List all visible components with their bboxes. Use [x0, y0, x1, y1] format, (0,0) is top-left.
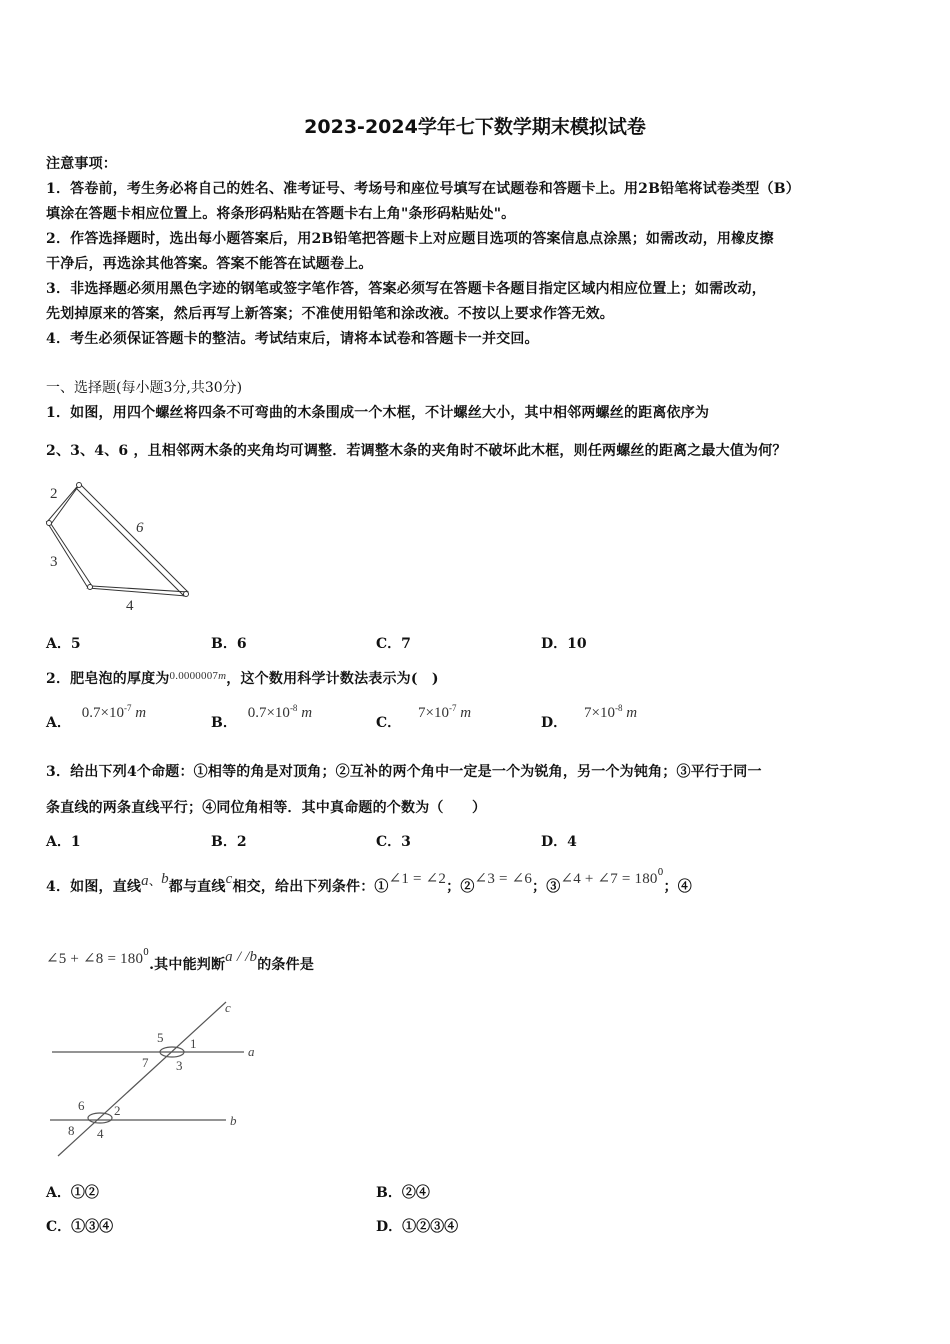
q1-option-d[interactable]: D．10: [541, 636, 587, 652]
q2-option-d[interactable]: D． $7\times 10^{-8}$ m: [541, 703, 638, 731]
page-title: 2023-2024学年七下数学期末模拟试卷: [304, 116, 646, 138]
q4-angle-2: 2: [114, 1103, 121, 1118]
q4-stem: ∠5 + ∠8 = $180^0$.其中能判断a / /b的条件是: [46, 948, 315, 973]
q4-angle-4: 4: [97, 1126, 104, 1141]
q2-option-b[interactable]: B． $0.7\times 10^{-8}$ m: [211, 703, 313, 731]
q1-label-4: 4: [126, 598, 134, 613]
q4-label-b: b: [230, 1113, 237, 1128]
q4-angle-6: 6: [78, 1098, 85, 1113]
q3-stem: 条直线的两条直线平行；④同位角相等．其中真命题的个数为（ ）: [46, 800, 487, 816]
q3-stem: 3．给出下列4个命题：①相等的角是对顶角；②互补的两个角中一定是一个为锐角，另一个为钝角；③平行于同一: [46, 764, 762, 780]
q1-label-3: 3: [50, 554, 58, 570]
q2-option-a[interactable]: A． $0.7\times 10^{-7}$ m: [46, 703, 147, 731]
notice-line: 填涂在答题卡相应位置上。将条形码粘贴在答题卡右上角"条形码粘贴处"。: [46, 206, 516, 222]
q4-option-a[interactable]: A．①②: [46, 1185, 99, 1201]
q2-stem: 2．肥皂泡的厚度为$^{0.0000007m}$，这个数用科学计数法表示为( ): [46, 670, 439, 687]
q4-option-c[interactable]: C．①③④: [46, 1219, 114, 1235]
q1-stem: 2、3、4、6 ，且相邻两木条的夹角均可调整．若调整木条的夹角时不破坏此木框，则任两螺丝的距离之最大值为何？: [46, 443, 787, 459]
notice-line: 4．考生必须保证答题卡的整洁。考试结束后，请将本试卷和答题卡一并交回。: [46, 331, 539, 347]
q4-label-a: a: [248, 1044, 255, 1059]
q1-label-6: 6: [136, 520, 144, 536]
q1-option-b[interactable]: B．6: [211, 636, 247, 652]
q4-angle-3: 3: [176, 1058, 183, 1073]
q4-angle-5: 5: [157, 1030, 164, 1045]
notice-line: 干净后，再选涂其他答案。答案不能答在试题卷上。: [46, 256, 373, 272]
q3-option-a[interactable]: A．1: [46, 834, 81, 850]
q4-option-d[interactable]: D．①②③④: [376, 1219, 459, 1235]
q3-option-c[interactable]: C．3: [376, 834, 411, 850]
section-heading: 一、选择题(每小题3分,共30分): [46, 380, 243, 396]
notice-line: 1．答卷前，考生务必将自己的姓名、准考证号、考场号和座位号填写在试题卷和答题卡上。用2B铅笔将试卷类型（B）: [46, 181, 800, 197]
q4-label-c: c: [225, 1000, 231, 1015]
q1-option-c[interactable]: C．7: [376, 636, 411, 652]
notice-line: 3．非选择题必须用黑色字迹的钢笔或签字笔作答，答案必须写在答题卡各题目指定区域内相应位置上；如需改动，: [46, 281, 766, 297]
q4-stem: 4．如图，直线a、b都与直线c相交，给出下列条件：①∠1 = ∠2；②∠3 = ∠6；③∠4 + ∠7 = $180^0$；④: [46, 868, 692, 895]
q4-angle-7: 7: [142, 1055, 149, 1070]
q3-option-b[interactable]: B．2: [211, 834, 247, 850]
notice-line: 2．作答选择题时，选出每小题答案后，用2B铅笔把答题卡上对应题目选项的答案信息点涂黑；如需改动，用橡皮擦: [46, 231, 774, 247]
q4-angle-8: 8: [68, 1123, 75, 1138]
notice-line: 先划掉原来的答案，然后再写上新答案；不准使用铅笔和涂改液。不按以上要求作答无效。: [46, 306, 614, 322]
q1-quadrilateral-figure: [40, 478, 200, 613]
q1-option-a[interactable]: A．5: [46, 636, 81, 652]
q4-angle-1: 1: [190, 1036, 197, 1051]
q1-label-2: 2: [50, 486, 58, 502]
q1-stem: 1．如图，用四个螺丝将四条不可弯曲的木条围成一个木框，不计螺丝大小，其中相邻两螺丝的距离依序为: [46, 405, 710, 421]
q3-option-d[interactable]: D．4: [541, 834, 577, 850]
q4-option-b[interactable]: B．②④: [376, 1185, 430, 1201]
notice-heading: 注意事项：: [46, 156, 117, 172]
q2-option-c[interactable]: C． $7\times 10^{-7}$ m: [376, 703, 472, 731]
q4-parallel-lines-figure: [40, 998, 270, 1168]
